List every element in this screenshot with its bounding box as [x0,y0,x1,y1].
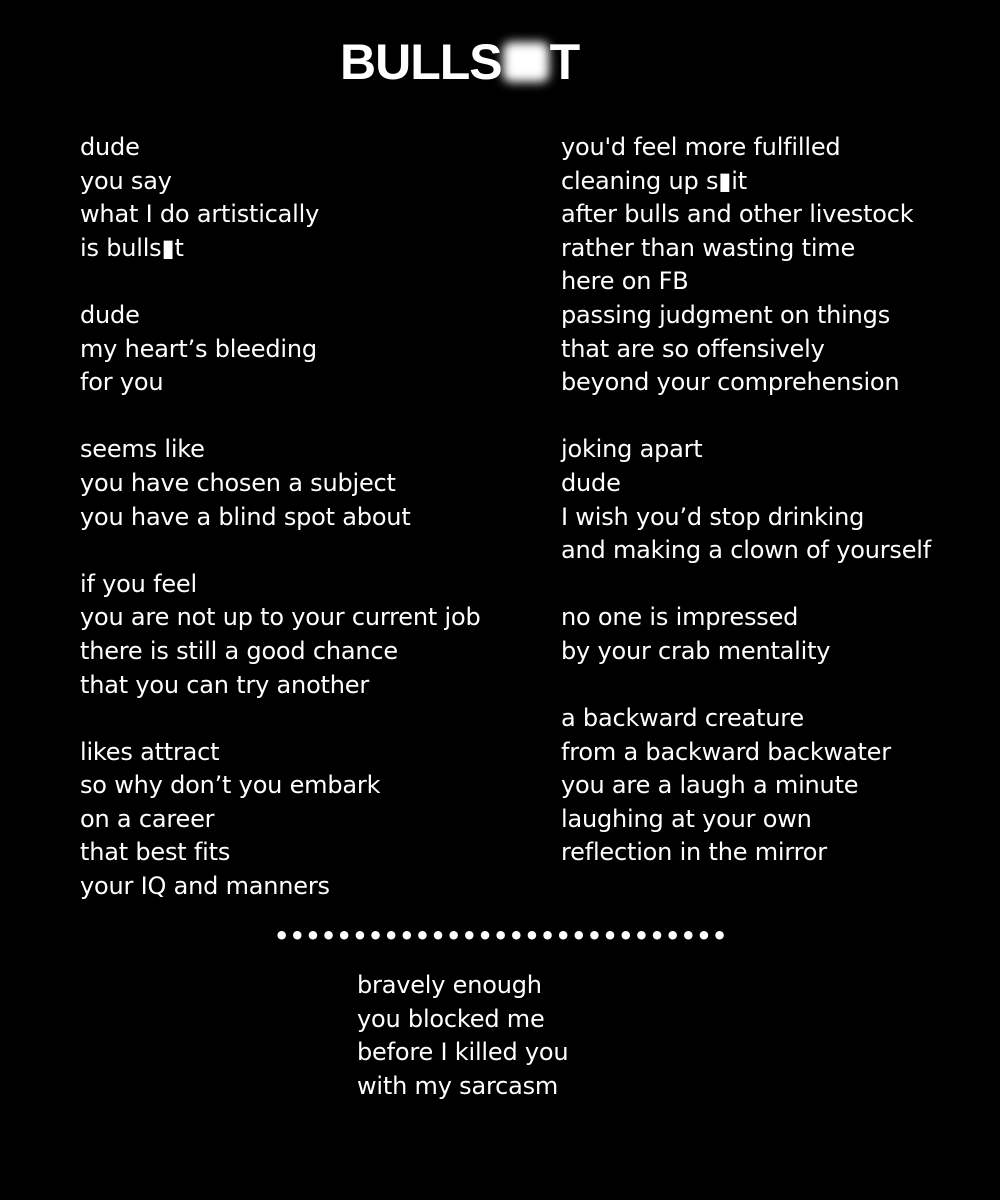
right-column [561,131,931,870]
poem-line: so why don’t you embark [80,771,381,800]
poem-line: by your crab mentality [561,636,831,665]
poem-line: I wish you’d stop drinking [561,502,865,531]
poem-line: you are a laugh a minute [561,771,859,800]
stanza [561,702,931,870]
poem-line: if you feel [80,569,197,598]
poem-line: you have a blind spot about [80,502,411,531]
poem-line: before I killed you [357,1038,569,1067]
stanza [80,433,481,534]
title-suffix: T [549,34,580,90]
poem-title [340,34,579,90]
poem-line: you have chosen a subject [80,468,396,497]
stanza-divider: ••••••••••••••••••••••••••••• [274,922,728,950]
poem-line: my heart’s bleeding [80,334,317,363]
poem-line: dude [561,468,621,497]
poem-line: bravely enough [357,971,542,999]
stanza [80,568,481,702]
stanza [80,299,481,400]
poem-line: joking apart [561,435,703,464]
poem-line: cleaning up s▮it [561,166,747,195]
poem-line: passing judgment on things [561,300,890,329]
poem-line: that are so offensively [561,334,825,363]
poem-line: laughing at your own [561,804,812,833]
poem-line: you'd feel more fulfilled [561,133,841,161]
censor-blur-icon [503,42,549,82]
poem-line: you blocked me [357,1004,545,1033]
poem-line: is bulls▮t [80,233,184,262]
poem-line: what I do artistically [80,200,320,229]
poem-line: dude [80,300,140,329]
poem-line: you say [80,166,172,195]
poem-line: a backward creature [561,704,804,733]
poem-line: with my sarcasm [357,1071,559,1100]
poem-line: beyond your comprehension [561,368,900,397]
left-column [80,131,481,904]
poem-line: that you can try another [80,670,370,699]
poem-line: dude [80,133,140,161]
stanza [561,601,931,668]
poem-line: likes attract [80,737,220,766]
poem-line: your IQ and manners [80,872,330,901]
stanza [561,131,931,400]
title-prefix: BULLS [340,34,502,90]
poem-line: from a backward backwater [561,737,891,766]
poem-line: there is still a good chance [80,636,398,665]
closing-stanza [357,969,568,1103]
stanza [80,736,481,904]
poem-line: seems like [80,435,205,464]
poem-line: reflection in the mirror [561,838,827,867]
poem-line: here on FB [561,267,689,296]
poem-line: after bulls and other livestock [561,200,914,229]
poem-line: for you [80,368,164,397]
poem-line: rather than wasting time [561,233,856,262]
poem-line: and making a clown of yourself [561,536,931,565]
poem-line: on a career [80,804,215,833]
poem-line: that best fits [80,838,231,867]
stanza [80,131,481,265]
stanza [561,433,931,567]
poem-line: no one is impressed [561,603,799,632]
poem-line: you are not up to your current job [80,603,481,632]
